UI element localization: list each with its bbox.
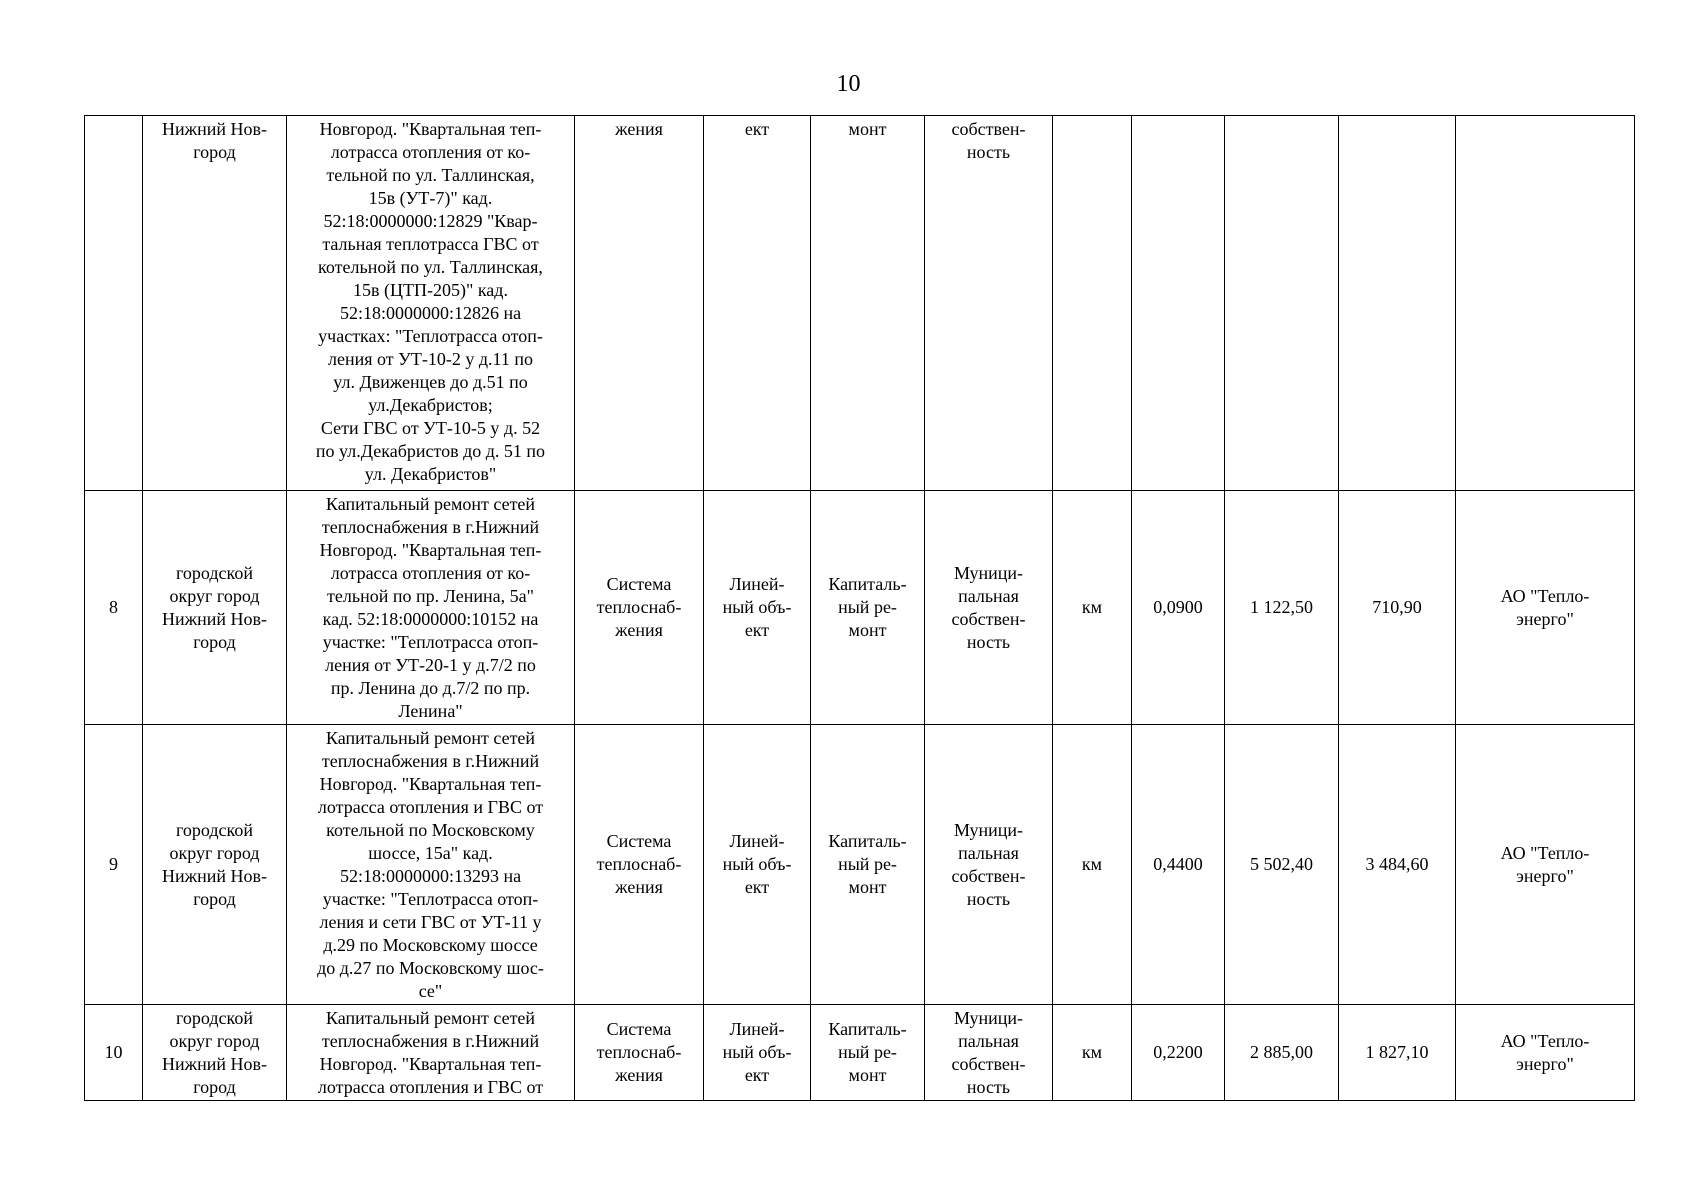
cell-cost-part: 1 827,10 — [1339, 1005, 1456, 1101]
cell-description: Капитальный ремонт сетей теплоснабжения в г.Нижний Новгород. "Квартальная теп- лотрасса отопления и ГВС от котельной по Московскому шоссе, 15а" кад. 52:18:0000000:13293 на участке: "Теплотрасса отоп- ления и сети ГВС от УТ-11 у д.29 по Московскому шоссе до д.27 по Московскому шос- се" — [287, 725, 575, 1005]
table-row — [85, 725, 1635, 1005]
cell-object-type: Линей- ный объ- ект — [704, 491, 811, 725]
cell-object-type: Линей- ный объ- ект — [704, 725, 811, 1005]
page-number: 10 — [836, 71, 861, 97]
cell-length: 0,2200 — [1132, 1005, 1225, 1101]
cell-municipality: городской округ город Нижний Нов- город — [143, 491, 287, 725]
cell-organization — [1456, 116, 1635, 491]
cell-work-type: Капиталь- ный ре- монт — [811, 725, 925, 1005]
cell-organization: АО "Тепло- энерго" — [1456, 725, 1635, 1005]
cell-organization: АО "Тепло- энерго" — [1456, 491, 1635, 725]
cell-ownership: Муници- пальная собствен- ность — [925, 491, 1053, 725]
cell-ownership: Муници- пальная собствен- ность — [925, 1005, 1053, 1101]
cell-unit: км — [1053, 725, 1132, 1005]
cell-description: Новгород. "Квартальная теп- лотрасса отопления от ко- тельной по ул. Таллинская, 15в (УТ-7)" кад. 52:18:0000000:12829 "Квар- тальная теплотрасса ГВС от котельной по ул. Таллинская, 15в (ЦТП-205)" кад. 52:18:0000000:12826 на участках: "Теплотрасса отоп- ления от УТ-10-2 у д.11 по ул. Движенцев до д.51 по ул.Декабристов; Сети ГВС от УТ-10-5 у д. 52 по ул.Декабристов до д. 51 по ул. Декабристов" — [287, 116, 575, 491]
cell-unit: км — [1053, 1005, 1132, 1101]
cell-cost-total — [1225, 116, 1339, 491]
cell-municipality: Нижний Нов- город — [143, 116, 287, 491]
cell-ownership: собствен- ность — [925, 116, 1053, 491]
cell-length: 0,0900 — [1132, 491, 1225, 725]
cell-system: Система теплоснаб- жения — [575, 725, 704, 1005]
cell-system: Система теплоснаб- жения — [575, 1005, 704, 1101]
cell-municipality: городской округ город Нижний Нов- город — [143, 725, 287, 1005]
table-row — [85, 491, 1635, 725]
cell-cost-total: 2 885,00 — [1225, 1005, 1339, 1101]
cell-cost-part: 3 484,60 — [1339, 725, 1456, 1005]
cell-work-type: Капиталь- ный ре- монт — [811, 491, 925, 725]
cell-organization: АО "Тепло- энерго" — [1456, 1005, 1635, 1101]
cell-unit — [1053, 116, 1132, 491]
cell-cost-total: 1 122,50 — [1225, 491, 1339, 725]
cell-num — [85, 116, 143, 491]
table-row — [85, 1005, 1635, 1101]
cell-object-type: ект — [704, 116, 811, 491]
cell-work-type: монт — [811, 116, 925, 491]
cell-ownership: Муници- пальная собствен- ность — [925, 725, 1053, 1005]
program-table — [84, 115, 1635, 1101]
cell-unit: км — [1053, 491, 1132, 725]
cell-cost-total: 5 502,40 — [1225, 725, 1339, 1005]
cell-num: 9 — [85, 725, 143, 1005]
cell-object-type: Линей- ный объ- ект — [704, 1005, 811, 1101]
table-row — [85, 116, 1635, 491]
cell-system: Система теплоснаб- жения — [575, 491, 704, 725]
cell-length — [1132, 116, 1225, 491]
cell-system: жения — [575, 116, 704, 491]
cell-work-type: Капиталь- ный ре- монт — [811, 1005, 925, 1101]
cell-municipality: городской округ город Нижний Нов- город — [143, 1005, 287, 1101]
cell-cost-part: 710,90 — [1339, 491, 1456, 725]
cell-description: Капитальный ремонт сетей теплоснабжения в г.Нижний Новгород. "Квартальная теп- лотрасса отопления и ГВС от — [287, 1005, 575, 1101]
cell-description: Капитальный ремонт сетей теплоснабжения в г.Нижний Новгород. "Квартальная теп- лотрасса отопления от ко- тельной по пр. Ленина, 5а" кад. 52:18:0000000:10152 на участке: "Теплотрасса отоп- ления от УТ-20-1 у д.7/2 по пр. Ленина до д.7/2 по пр. Ленина" — [287, 491, 575, 725]
cell-num: 10 — [85, 1005, 143, 1101]
cell-cost-part — [1339, 116, 1456, 491]
cell-num: 8 — [85, 491, 143, 725]
cell-length: 0,4400 — [1132, 725, 1225, 1005]
